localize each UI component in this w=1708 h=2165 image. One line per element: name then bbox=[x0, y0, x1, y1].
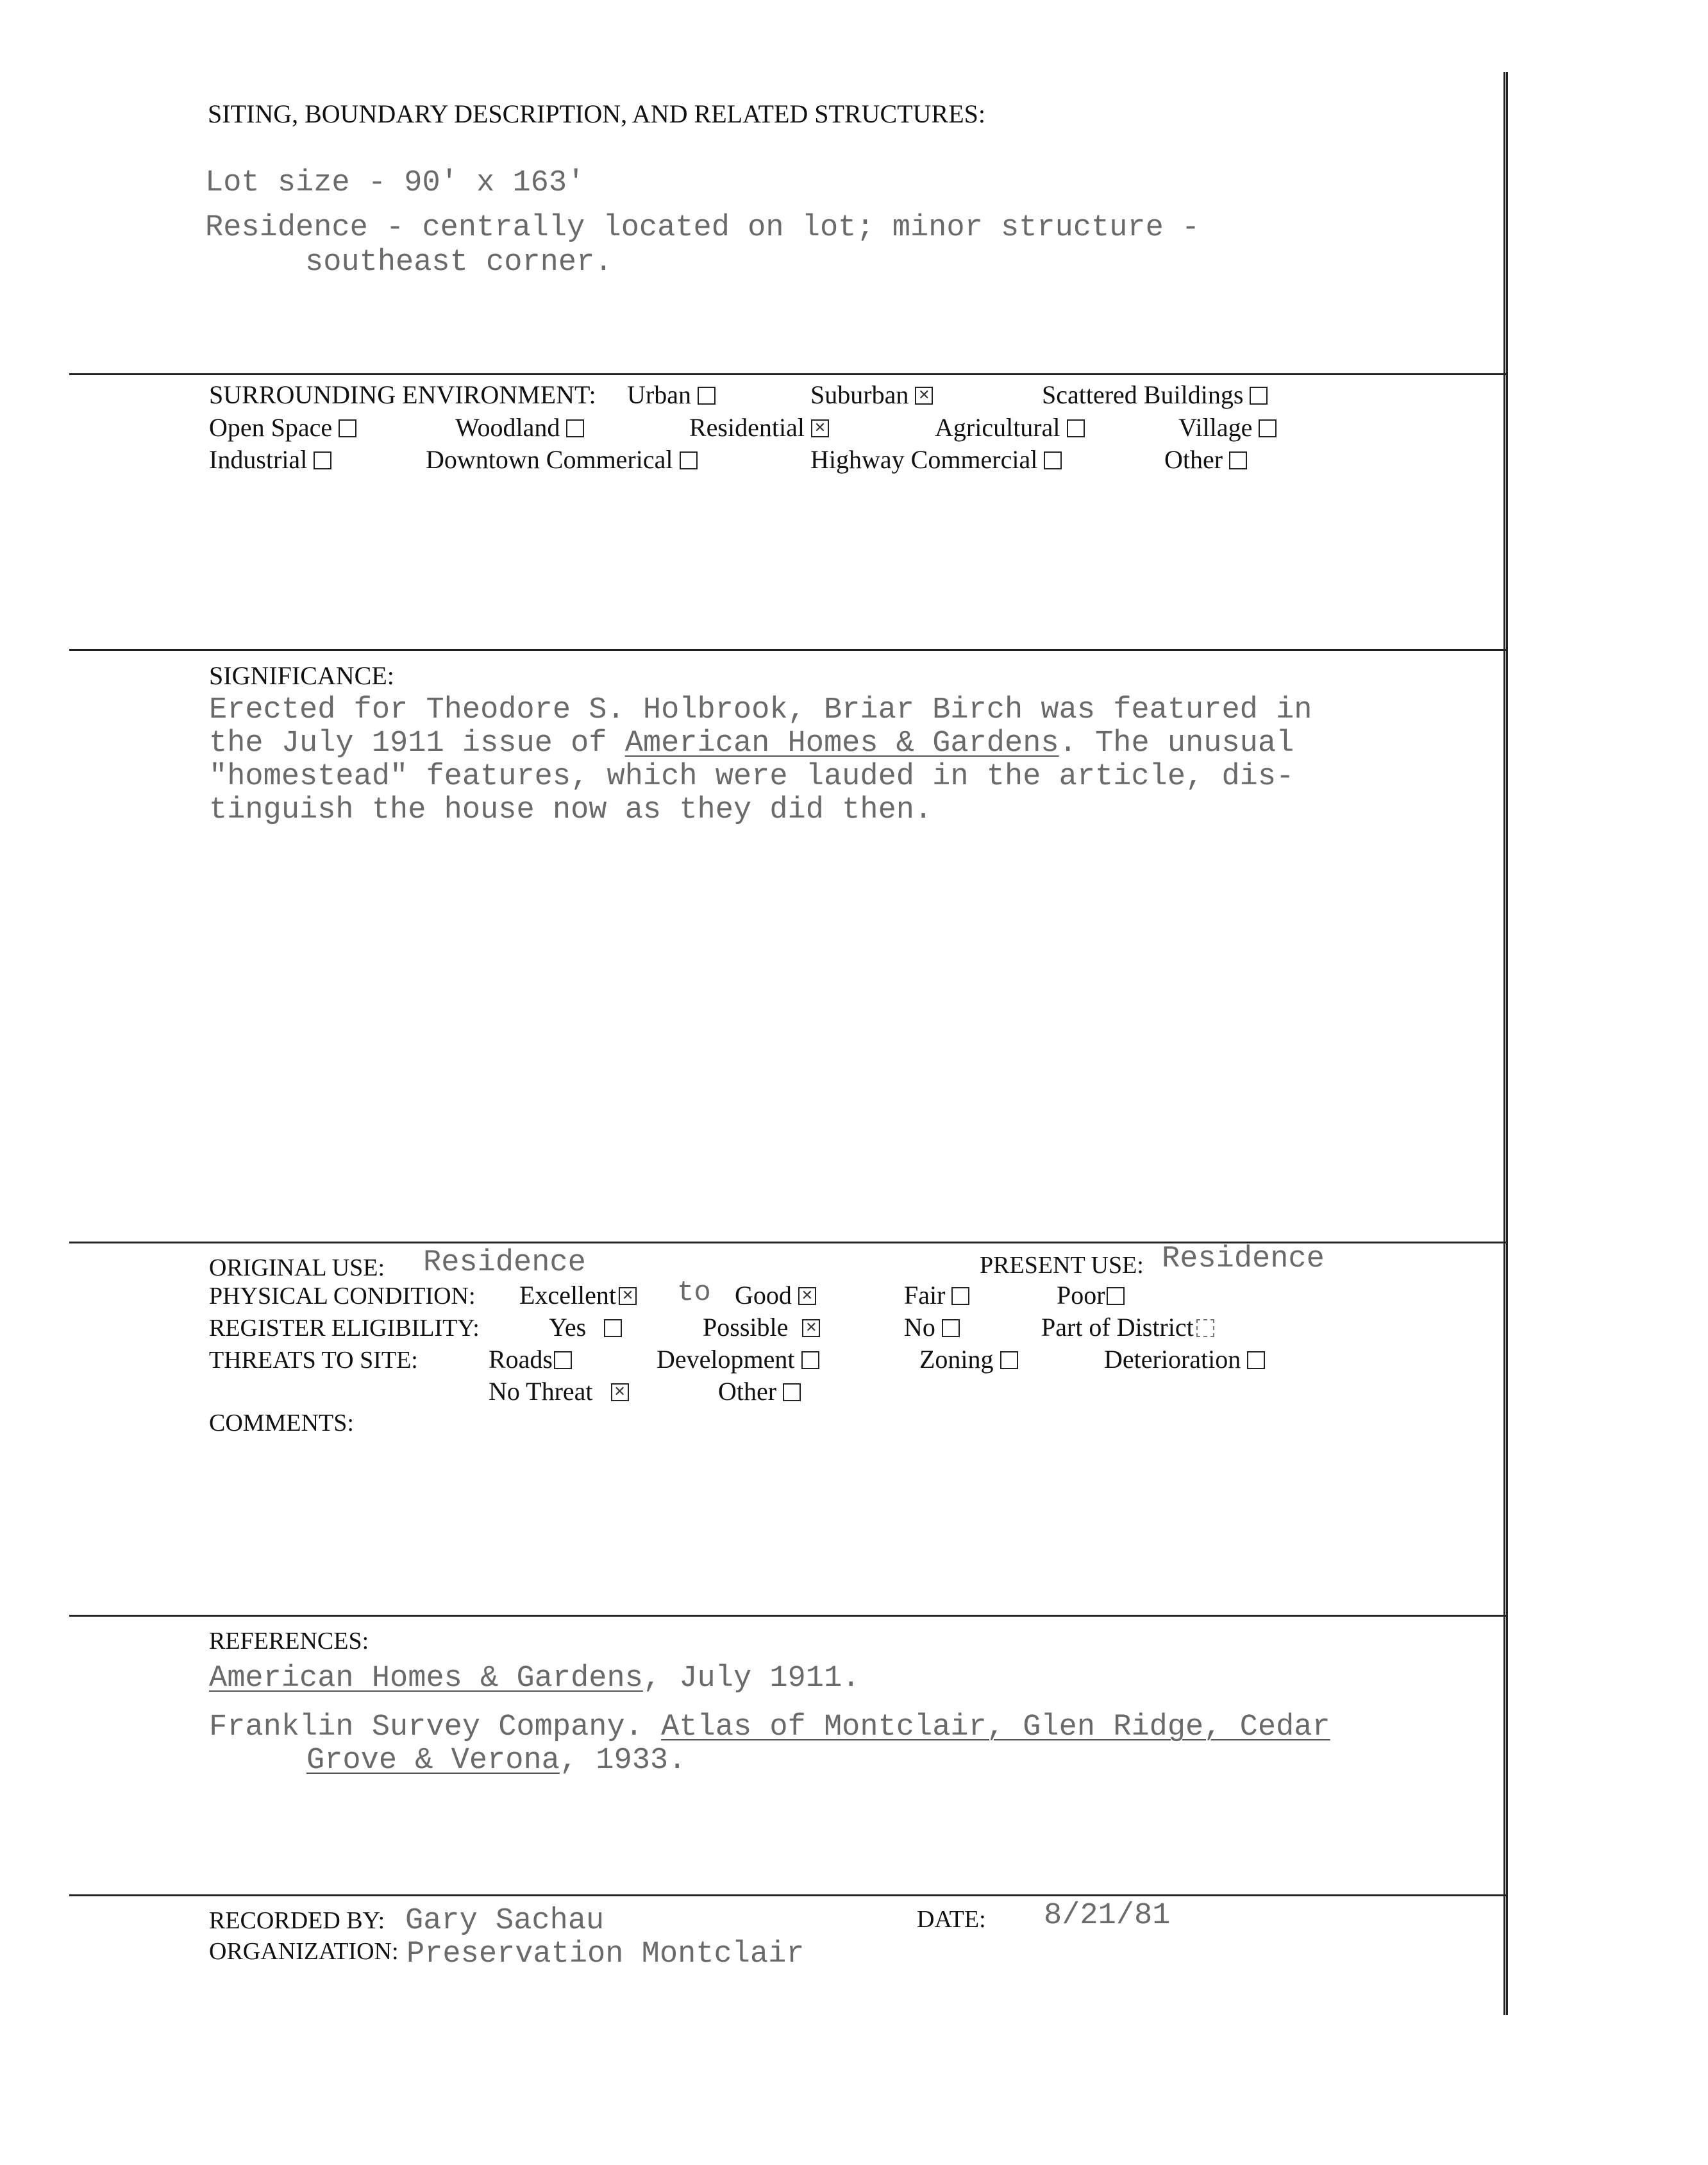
condition-excellent-checkbox[interactable] bbox=[619, 1287, 637, 1305]
references-heading: REFERENCES: bbox=[209, 1628, 369, 1655]
env-residential-label: Residential bbox=[689, 413, 805, 442]
eligibility-district-checkbox[interactable] bbox=[1196, 1319, 1214, 1337]
threat-zoning bbox=[919, 1347, 1018, 1372]
condition-fair bbox=[904, 1283, 969, 1308]
env-highway-label: Highway Commercial bbox=[810, 445, 1038, 474]
condition-fair-label: Fair bbox=[904, 1281, 946, 1310]
condition-fair-checkbox[interactable] bbox=[951, 1287, 969, 1305]
eligibility-possible-checkbox[interactable] bbox=[802, 1319, 820, 1337]
eligibility-no bbox=[904, 1315, 960, 1340]
env-downtown-checkbox[interactable] bbox=[680, 451, 698, 469]
siting-line-2: Residence - centrally located on lot; minor structure - bbox=[205, 211, 1200, 245]
threat-no-threat-label: No Threat bbox=[489, 1377, 593, 1406]
reference-2-title-2: Grove & Verona bbox=[306, 1744, 560, 1778]
siting-line-1: Lot size - 90' x 163' bbox=[205, 166, 585, 200]
env-industrial-checkbox[interactable] bbox=[314, 451, 331, 469]
env-agricultural-label: Agricultural bbox=[935, 413, 1060, 442]
original-use-value: Residence bbox=[423, 1246, 586, 1280]
reference-2-cont bbox=[306, 1746, 686, 1776]
env-open-space-label: Open Space bbox=[209, 413, 333, 442]
eligibility-district bbox=[1041, 1315, 1214, 1340]
section-divider bbox=[69, 373, 1507, 375]
original-use-label: ORIGINAL USE: bbox=[209, 1254, 385, 1281]
condition-poor bbox=[1057, 1283, 1125, 1308]
env-scattered-label: Scattered Buildings bbox=[1042, 380, 1244, 409]
condition-poor-label: Poor bbox=[1057, 1281, 1105, 1310]
env-village-label: Village bbox=[1178, 413, 1253, 442]
threat-deterioration-label: Deterioration bbox=[1104, 1345, 1241, 1374]
env-residential bbox=[689, 415, 829, 441]
env-industrial-label: Industrial bbox=[209, 445, 308, 474]
env-suburban-checkbox[interactable] bbox=[915, 387, 933, 405]
threat-other bbox=[718, 1379, 801, 1404]
threat-zoning-label: Zoning bbox=[919, 1345, 994, 1374]
env-open-space bbox=[209, 415, 356, 441]
env-urban-checkbox[interactable] bbox=[698, 387, 716, 405]
threat-deterioration-checkbox[interactable] bbox=[1247, 1351, 1265, 1369]
env-industrial bbox=[209, 447, 331, 473]
condition-good-label: Good bbox=[735, 1281, 792, 1310]
siting-heading: SITING, BOUNDARY DESCRIPTION, AND RELATED STRUCTURES: bbox=[208, 99, 986, 128]
date-label: DATE: bbox=[917, 1906, 986, 1933]
env-agricultural-checkbox[interactable] bbox=[1067, 419, 1085, 437]
recorded-by-label: RECORDED BY: bbox=[209, 1907, 385, 1934]
significance-line-2-post: . The unusual bbox=[1059, 727, 1294, 761]
env-suburban-label: Suburban bbox=[810, 380, 909, 409]
env-other-checkbox[interactable] bbox=[1229, 451, 1247, 469]
right-border-line bbox=[1503, 72, 1508, 2015]
section-divider bbox=[69, 1615, 1507, 1617]
section-divider bbox=[69, 649, 1507, 651]
condition-poor-checkbox[interactable] bbox=[1107, 1287, 1125, 1305]
present-use-label: PRESENT USE: bbox=[980, 1252, 1144, 1279]
reference-2-pre: Franklin Survey Company. bbox=[209, 1710, 662, 1744]
eligibility-label: REGISTER ELIGIBILITY: bbox=[209, 1315, 480, 1342]
reference-2-title-1: Atlas of Montclair, Glen Ridge, Cedar bbox=[661, 1710, 1330, 1744]
environment-heading: SURROUNDING ENVIRONMENT: bbox=[209, 380, 596, 409]
env-scattered bbox=[1042, 382, 1268, 408]
reference-1-post: , July 1911. bbox=[642, 1662, 860, 1696]
threat-zoning-checkbox[interactable] bbox=[1000, 1351, 1018, 1369]
threat-no-threat-checkbox[interactable] bbox=[611, 1383, 629, 1401]
condition-good-checkbox[interactable] bbox=[798, 1287, 816, 1305]
significance-publication-title: American Homes & Gardens bbox=[624, 727, 1059, 761]
significance-line-2 bbox=[209, 729, 1294, 759]
eligibility-yes-label: Yes bbox=[549, 1313, 587, 1342]
organization-label: ORGANIZATION: bbox=[209, 1938, 399, 1965]
threat-other-label: Other bbox=[718, 1377, 777, 1406]
reference-2-post: , 1933. bbox=[559, 1744, 687, 1778]
env-village-checkbox[interactable] bbox=[1259, 419, 1277, 437]
env-village bbox=[1178, 415, 1277, 441]
eligibility-yes-checkbox[interactable] bbox=[604, 1319, 622, 1337]
threat-roads-checkbox[interactable] bbox=[554, 1351, 572, 1369]
env-urban bbox=[627, 382, 716, 408]
threat-development bbox=[657, 1347, 819, 1372]
eligibility-district-label: Part of District bbox=[1041, 1313, 1194, 1342]
env-woodland bbox=[455, 415, 584, 441]
eligibility-no-checkbox[interactable] bbox=[942, 1319, 960, 1337]
condition-good bbox=[735, 1283, 816, 1308]
env-urban-label: Urban bbox=[627, 380, 691, 409]
threat-development-label: Development bbox=[657, 1345, 795, 1374]
threat-development-checkbox[interactable] bbox=[801, 1351, 819, 1369]
present-use-value: Residence bbox=[1162, 1242, 1325, 1276]
eligibility-no-label: No bbox=[904, 1313, 935, 1342]
env-woodland-label: Woodland bbox=[455, 413, 560, 442]
env-other-label: Other bbox=[1164, 445, 1223, 474]
threat-other-checkbox[interactable] bbox=[783, 1383, 801, 1401]
env-scattered-checkbox[interactable] bbox=[1250, 387, 1268, 405]
env-open-space-checkbox[interactable] bbox=[339, 419, 356, 437]
threat-roads bbox=[489, 1347, 572, 1372]
reference-1 bbox=[209, 1664, 860, 1694]
threat-no-threat bbox=[489, 1379, 629, 1404]
env-residential-checkbox[interactable] bbox=[811, 419, 829, 437]
recorded-by-value: Gary Sachau bbox=[405, 1904, 605, 1938]
env-agricultural bbox=[935, 415, 1085, 441]
condition-excellent-label: Excellent bbox=[519, 1281, 617, 1310]
env-downtown bbox=[426, 447, 698, 473]
date-value: 8/21/81 bbox=[1044, 1899, 1171, 1933]
reference-1-title: American Homes & Gardens bbox=[209, 1662, 643, 1696]
reference-2 bbox=[209, 1712, 1330, 1742]
eligibility-possible-label: Possible bbox=[703, 1313, 789, 1342]
eligibility-possible bbox=[703, 1315, 820, 1340]
organization-value: Preservation Montclair bbox=[406, 1937, 805, 1971]
significance-line-4: tinguish the house now as they did then. bbox=[209, 793, 933, 827]
env-other bbox=[1164, 447, 1247, 473]
env-downtown-label: Downtown Commerical bbox=[426, 445, 673, 474]
siting-line-3: southeast corner. bbox=[305, 246, 613, 280]
comments-label: COMMENTS: bbox=[209, 1410, 354, 1436]
threats-label: THREATS TO SITE: bbox=[209, 1347, 418, 1374]
condition-label: PHYSICAL CONDITION: bbox=[209, 1283, 476, 1310]
significance-line-2-pre: the July 1911 issue of bbox=[209, 727, 625, 761]
significance-heading: SIGNIFICANCE: bbox=[209, 661, 394, 690]
threat-roads-label: Roads bbox=[489, 1345, 553, 1374]
condition-excellent bbox=[519, 1283, 637, 1308]
significance-line-3: "homestead" features, which were lauded in the article, dis- bbox=[209, 760, 1294, 794]
env-highway-checkbox[interactable] bbox=[1044, 451, 1062, 469]
env-suburban bbox=[810, 382, 933, 408]
env-woodland-checkbox[interactable] bbox=[566, 419, 584, 437]
eligibility-yes bbox=[549, 1315, 622, 1340]
section-divider bbox=[69, 1894, 1507, 1896]
significance-line-1: Erected for Theodore S. Holbrook, Briar Birch was featured in bbox=[209, 693, 1312, 727]
env-highway bbox=[810, 447, 1062, 473]
threat-deterioration bbox=[1104, 1347, 1265, 1372]
condition-to-note: to bbox=[677, 1277, 711, 1309]
